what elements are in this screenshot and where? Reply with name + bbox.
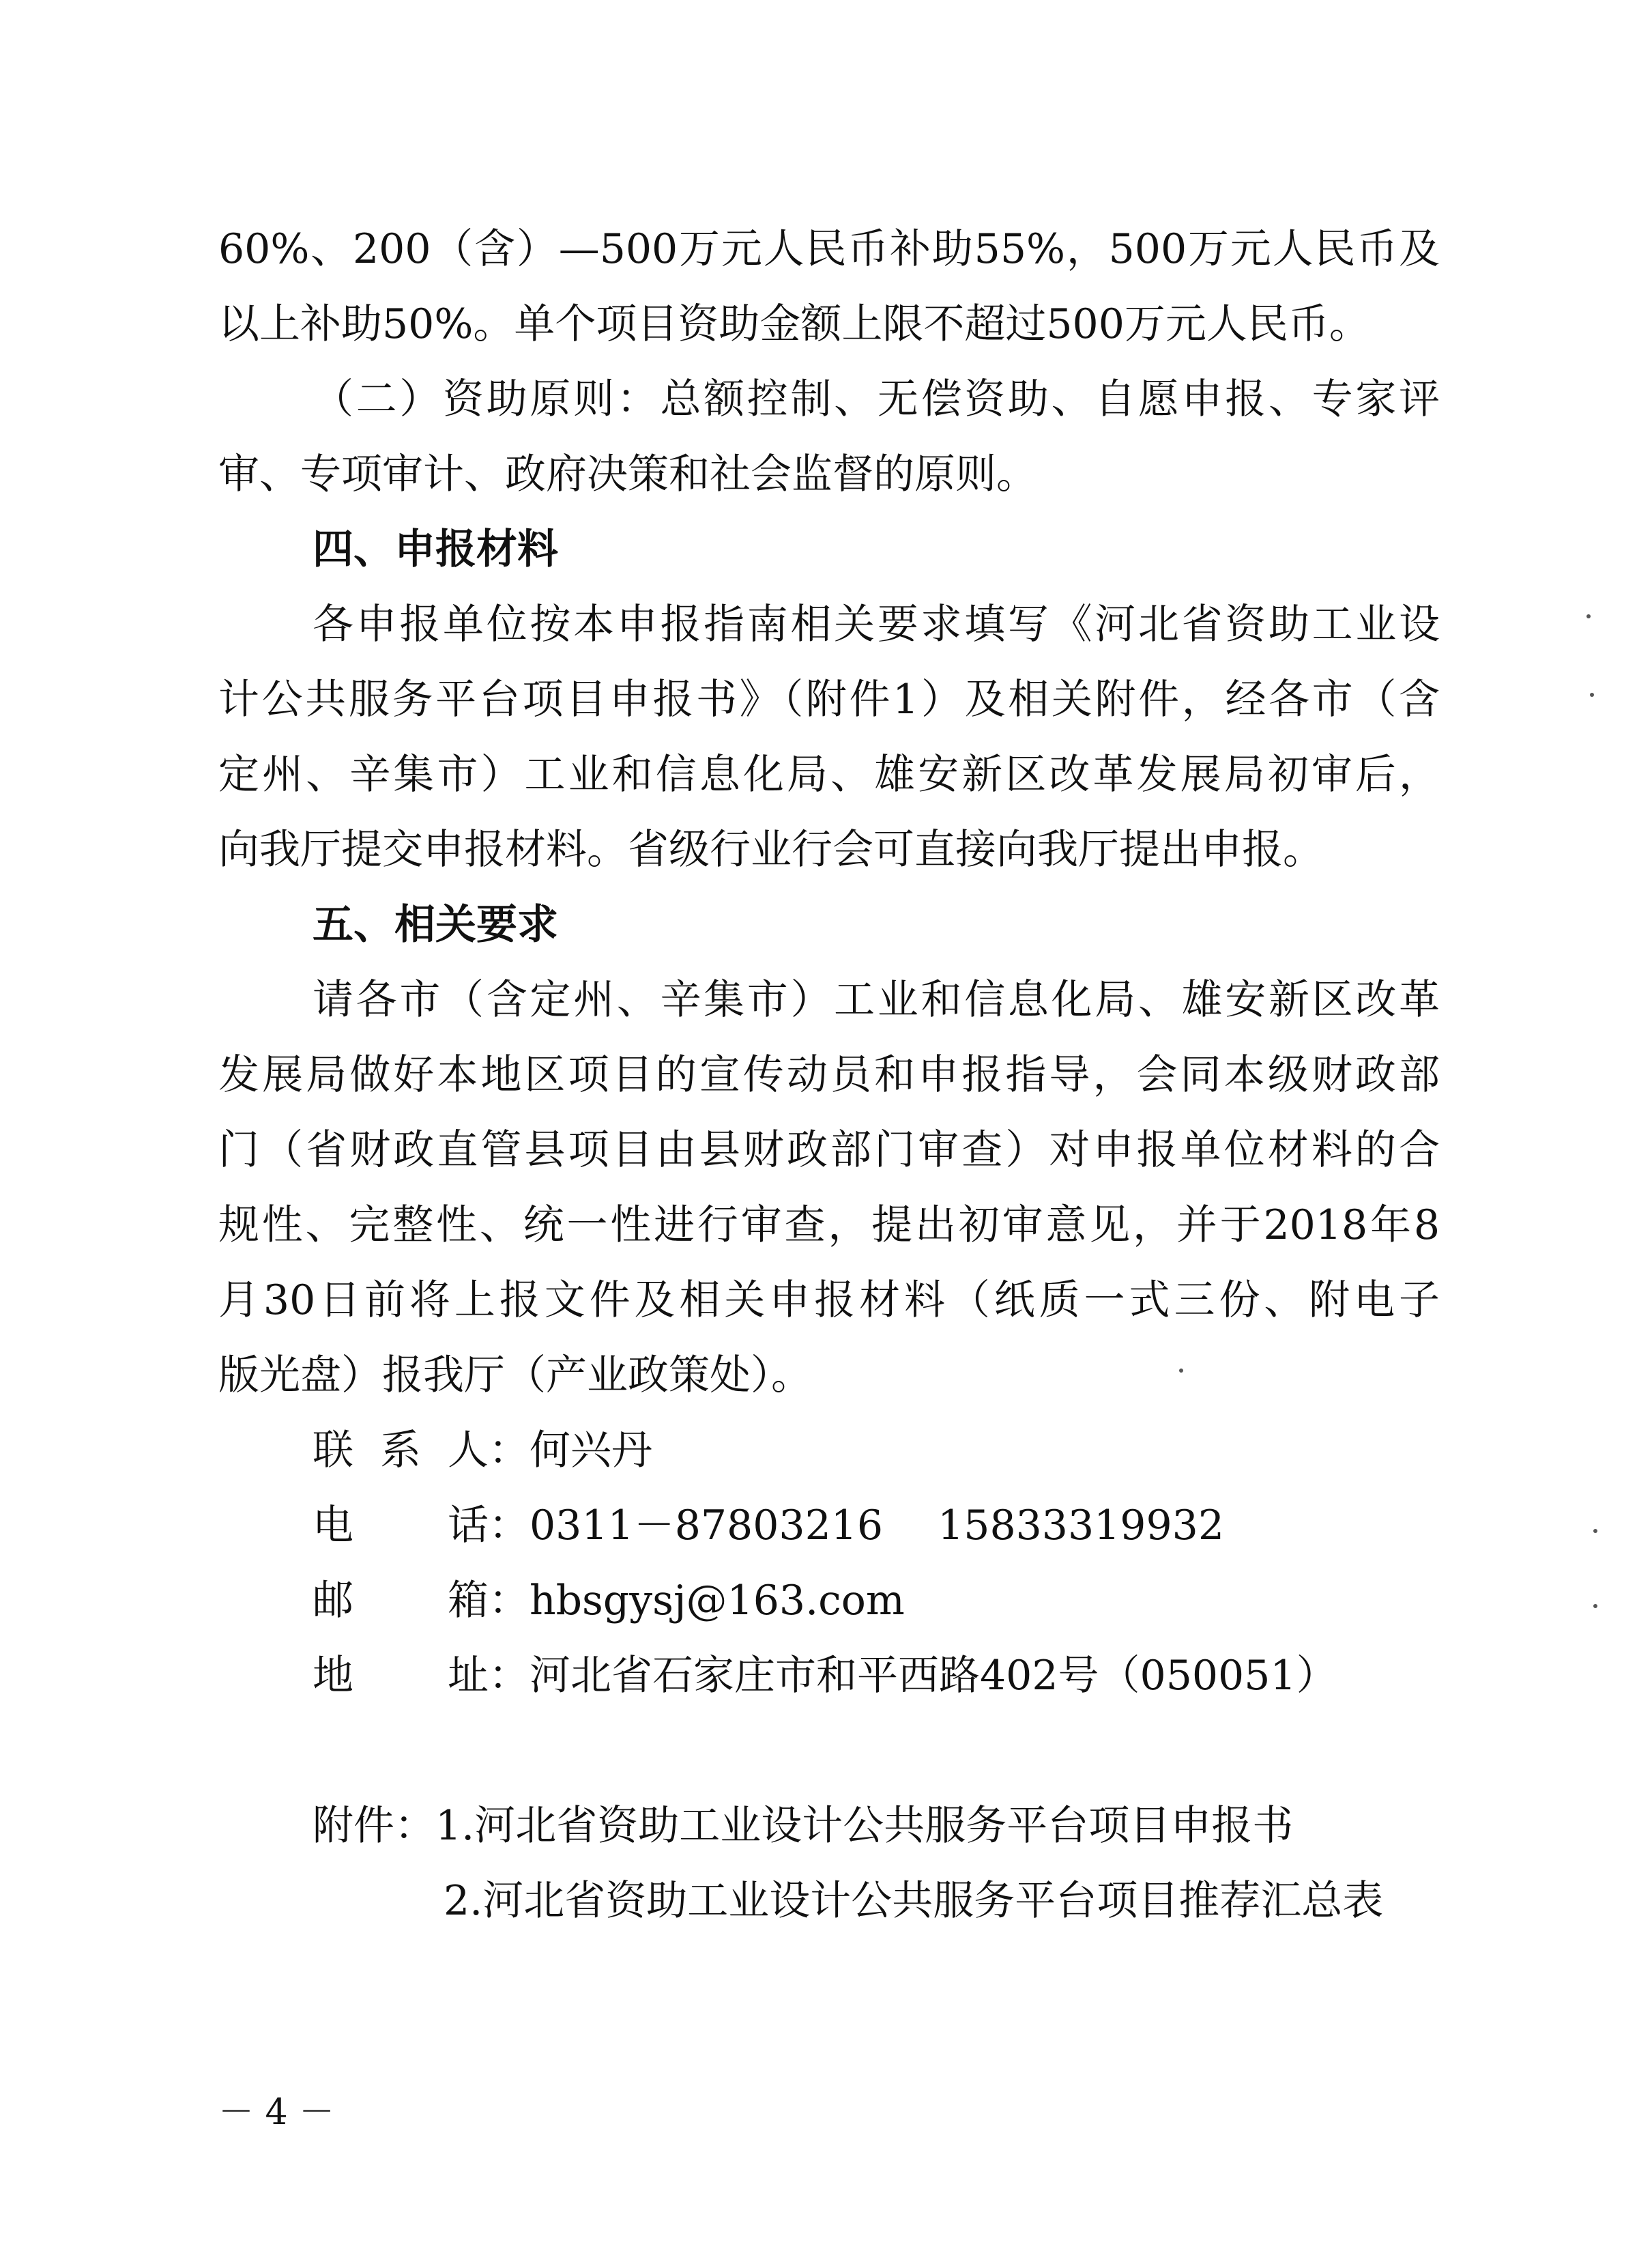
contact-person-label: 联系人 [313, 1427, 489, 1474]
paragraph-line: （二）资助原则：总额控制、无偿资助、自愿申报、专家评 [313, 375, 1440, 423]
paragraph-line: 请各市（含定州、辛集市）工业和信息化局、雄安新区改革 [313, 976, 1440, 1024]
paragraph-line: 以上补助50%。单个项目资助金额上限不超过500万元人民币。 [218, 300, 1370, 348]
scan-speck [1179, 1369, 1183, 1373]
attachment-label: 附件： [313, 1802, 435, 1850]
paragraph-line: 发展局做好本地区项目的宣传动员和申报指导，会同本级财政部 [218, 1051, 1440, 1099]
section-heading-4: 四、申报材料 [313, 526, 558, 573]
paragraph-line: 门（省财政直管县项目由县财政部门审查）对申报单位材料的合 [218, 1126, 1440, 1174]
scan-speck [1590, 693, 1594, 697]
contact-address [313, 1648, 1440, 1703]
paragraph-line: 计公共服务平台项目申报书》（附件1）及相关附件，经各市（含 [218, 676, 1440, 724]
scan-speck [1586, 614, 1591, 618]
paragraph-line: 60%、200（含）—500万元人民币补助55%，500万元人民币及 [218, 225, 1440, 273]
contact-person-value: 何兴丹 [530, 1427, 652, 1474]
page-number: － 4 － [218, 2092, 335, 2133]
scan-speck [1593, 1529, 1597, 1533]
contact-address-label: 地址 [313, 1652, 489, 1700]
paragraph-line: 月30日前将上报文件及相关申报材料（纸质一式三份、附电子 [218, 1276, 1440, 1324]
contact-phone-label: 电话 [313, 1502, 489, 1549]
scan-speck [1593, 1604, 1597, 1608]
contact-email [313, 1573, 1440, 1628]
contact-email-value: hbsgysj@163.com [530, 1577, 905, 1624]
contact-address-value: 河北省石家庄市和平西路402号（050051） [530, 1652, 1337, 1700]
section-heading-5: 五、相关要求 [313, 901, 558, 949]
contact-phone-2: 15833319932 [938, 1502, 1225, 1549]
contact-phone-1: 0311－87803216 [530, 1502, 884, 1549]
attachment-line-1 [313, 1799, 1440, 1853]
contact-person [313, 1423, 1440, 1478]
colon: ： [489, 1427, 530, 1474]
colon: ： [489, 1502, 530, 1549]
paragraph-line: 审、专项审计、政府决策和社会监督的原则。 [218, 450, 1037, 498]
paragraph-line: 定州、辛集市）工业和信息化局、雄安新区改革发展局初审后， [218, 751, 1440, 799]
paragraph-line: 各申报单位按本申报指南相关要求填写《河北省资助工业设 [313, 601, 1440, 648]
attachment-item-2: 2.河北省资助工业设计公共服务平台项目推荐汇总表 [444, 1877, 1384, 1925]
attachment-item-1: 1.河北省资助工业设计公共服务平台项目申报书 [435, 1802, 1294, 1850]
contact-phone [313, 1498, 1440, 1553]
colon: ： [489, 1652, 530, 1700]
paragraph-line: 版光盘）报我厅（产业政策处）。 [218, 1351, 812, 1399]
contact-email-label: 邮箱 [313, 1577, 489, 1624]
paragraph-line: 规性、完整性、统一性进行审查，提出初审意见，并于2018年8 [218, 1201, 1440, 1249]
colon: ： [489, 1577, 530, 1624]
paragraph-line: 向我厅提交申报材料。省级行业行会可直接向我厅提出申报。 [218, 826, 1324, 874]
